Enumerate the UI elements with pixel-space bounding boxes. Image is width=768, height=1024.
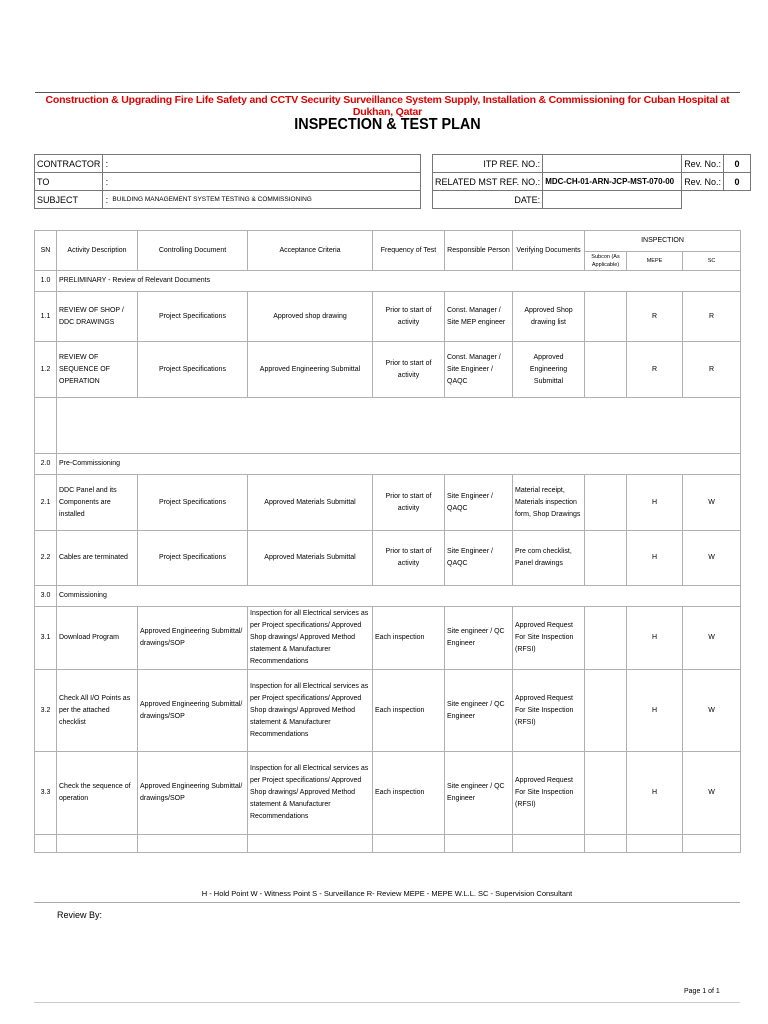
col-activity: Activity Description <box>57 231 138 271</box>
row-sn: 3.3 <box>35 752 57 835</box>
row-sn: 2.2 <box>35 531 57 586</box>
controlling-document: Approved Engineering Submittal/ drawings/SOP <box>138 670 248 752</box>
mepe-inspection: H <box>627 475 683 531</box>
blank-cell <box>724 191 751 209</box>
footer-rule <box>34 1002 740 1003</box>
blank-cell <box>585 835 627 853</box>
section-title: Commissioning <box>57 586 741 607</box>
activity-description: Cables are terminated <box>57 531 138 586</box>
to-label: TO <box>35 173 103 191</box>
row-sn: 2.1 <box>35 475 57 531</box>
frequency-of-test: Prior to start of activity <box>373 342 445 398</box>
page-number: Page 1 of 1 <box>684 988 720 995</box>
section-row <box>35 454 741 475</box>
subject-value: BUILDING MANAGEMENT SYSTEM TESTING & COMMISSIONING <box>110 191 421 209</box>
rev-label: Rev. No.: <box>682 173 724 191</box>
controlling-document: Approved Engineering Submittal/ drawings/SOP <box>138 607 248 670</box>
blank-cell <box>682 191 724 209</box>
col-controlling-document: Controlling Document <box>138 231 248 271</box>
col-sc: SC <box>683 252 741 271</box>
spacer-row <box>35 398 741 454</box>
activity-description: DDC Panel and its Components are installed <box>57 475 138 531</box>
col-subcon: Subcon (As Applicable) <box>585 252 627 271</box>
blank-cell <box>683 835 741 853</box>
acceptance-criteria: Approved shop drawing <box>248 292 373 342</box>
blank-cell <box>627 835 683 853</box>
verifying-documents: Material receipt, Materials inspection form, Shop Drawings <box>513 475 585 531</box>
col-sn: SN <box>35 231 57 271</box>
responsible-person: Const. Manager / Site MEP engineer <box>445 292 513 342</box>
colon: : <box>103 191 111 209</box>
responsible-person: Site Engineer / QAQC <box>445 475 513 531</box>
document-title: INSPECTION & TEST PLAN <box>294 116 481 133</box>
sc-inspection: W <box>683 670 741 752</box>
colon: : <box>103 173 111 191</box>
blank-cell <box>138 835 248 853</box>
sc-inspection: W <box>683 607 741 670</box>
itp-ref-label: ITP REF. NO.: <box>433 155 543 173</box>
table-row <box>35 342 741 398</box>
verifying-documents: Approved Shop drawing list <box>513 292 585 342</box>
contractor-label: CONTRACTOR <box>35 155 103 173</box>
blank-cell <box>513 835 585 853</box>
subcon-inspection <box>585 607 627 670</box>
mepe-inspection: H <box>627 531 683 586</box>
responsible-person: Site engineer / QC Engineer <box>445 752 513 835</box>
section-number: 1.0 <box>35 271 57 292</box>
acceptance-criteria: Approved Engineering Submittal <box>248 342 373 398</box>
mst-ref-label: RELATED MST REF. NO.: <box>433 173 543 191</box>
table-row <box>35 670 741 752</box>
acceptance-criteria: Approved Materials Submittal <box>248 531 373 586</box>
date-label: DATE: <box>433 191 543 209</box>
blank-cell <box>248 835 373 853</box>
mepe-inspection: H <box>627 607 683 670</box>
acceptance-criteria: Inspection for all Electrical services as per Project specifications/ Approved Shop drawings/ Approved Method statement & Manufacturer Recommendations <box>248 752 373 835</box>
activity-description: REVIEW OF SEQUENCE OF OPERATION <box>57 342 138 398</box>
section-row <box>35 271 741 292</box>
frequency-of-test: Prior to start of activity <box>373 292 445 342</box>
responsible-person: Const. Manager / Site Engineer / QAQC <box>445 342 513 398</box>
rev-label: Rev. No.: <box>682 155 724 173</box>
contract-info-table <box>34 154 421 209</box>
colon: : <box>103 155 111 173</box>
frequency-of-test: Each inspection <box>373 752 445 835</box>
blank-cell <box>445 835 513 853</box>
col-mepe: MEPE <box>627 252 683 271</box>
mepe-inspection: R <box>627 292 683 342</box>
acceptance-criteria: Approved Materials Submittal <box>248 475 373 531</box>
blank-cell <box>35 835 57 853</box>
date-value <box>543 191 682 209</box>
row-sn: 3.2 <box>35 670 57 752</box>
row-sn: 1.1 <box>35 292 57 342</box>
blank-row <box>35 835 741 853</box>
table-row <box>35 292 741 342</box>
responsible-person: Site engineer / QC Engineer <box>445 670 513 752</box>
to-value <box>110 173 421 191</box>
acceptance-criteria: Inspection for all Electrical services as per Project specifications/ Approved Shop drawings/ Approved Method statement & Manufacturer Recommendations <box>248 670 373 752</box>
sc-inspection: W <box>683 752 741 835</box>
verifying-documents: Approved Engineering Submittal <box>513 342 585 398</box>
blank-cell <box>35 398 57 454</box>
activity-description: REVIEW OF SHOP / DDC DRAWINGS <box>57 292 138 342</box>
mst-ref-value: MDC-CH-01-ARN-JCP-MST-070-00 <box>543 173 682 191</box>
subcon-inspection <box>585 475 627 531</box>
activity-description: Download Program <box>57 607 138 670</box>
inspection-test-plan-table <box>34 230 741 853</box>
reference-info-table <box>432 154 751 209</box>
section-number: 3.0 <box>35 586 57 607</box>
controlling-document: Approved Engineering Submittal/ drawings/SOP <box>138 752 248 835</box>
itp-ref-value <box>543 155 682 173</box>
header-rule <box>35 92 740 93</box>
subcon-inspection <box>585 752 627 835</box>
verifying-documents: Pre com checklist, Panel drawings <box>513 531 585 586</box>
row-sn: 3.1 <box>35 607 57 670</box>
controlling-document: Project Specifications <box>138 531 248 586</box>
controlling-document: Project Specifications <box>138 292 248 342</box>
responsible-person: Site Engineer / QAQC <box>445 531 513 586</box>
blank-cell <box>373 835 445 853</box>
table-row <box>35 531 741 586</box>
section-title: PRELIMINARY - Review of Relevant Documents <box>57 271 741 292</box>
legend: H - Hold Point W - Witness Point S - Surveillance R- Review MEPE - MEPE W.L.L. SC - Supervision Consultant <box>34 889 740 903</box>
blank-cell <box>57 835 138 853</box>
col-verifying-documents: Verifying Documents <box>513 231 585 271</box>
frequency-of-test: Each inspection <box>373 670 445 752</box>
controlling-document: Project Specifications <box>138 342 248 398</box>
frequency-of-test: Each inspection <box>373 607 445 670</box>
activity-description: Check All I/O Points as per the attached checklist <box>57 670 138 752</box>
blank-cell <box>57 398 741 454</box>
responsible-person: Site engineer / QC Engineer <box>445 607 513 670</box>
subcon-inspection <box>585 531 627 586</box>
subcon-inspection <box>585 292 627 342</box>
subcon-inspection <box>585 342 627 398</box>
sc-inspection: W <box>683 475 741 531</box>
col-responsible-person: Responsible Person <box>445 231 513 271</box>
table-row <box>35 752 741 835</box>
activity-description: Check the sequence of operation <box>57 752 138 835</box>
sc-inspection: R <box>683 292 741 342</box>
mepe-inspection: H <box>627 670 683 752</box>
section-title: Pre-Commissioning <box>57 454 741 475</box>
verifying-documents: Approved Request For Site Inspection (RFSI) <box>513 670 585 752</box>
rev-value: 0 <box>724 173 751 191</box>
subcon-inspection <box>585 670 627 752</box>
contractor-value <box>110 155 421 173</box>
rev-value: 0 <box>724 155 751 173</box>
acceptance-criteria: Inspection for all Electrical services as per Project specifications/ Approved Shop drawings/ Approved Method statement & Manufacturer Recommendations <box>248 607 373 670</box>
sc-inspection: W <box>683 531 741 586</box>
subject-label: SUBJECT <box>35 191 103 209</box>
project-title: Construction & Upgrading Fire Life Safety and CCTV Security Surveillance System Supply, Installation & Commissioning for Cuban Hospital at Dukhan, Qatar <box>45 94 730 118</box>
mepe-inspection: R <box>627 342 683 398</box>
table-row <box>35 607 741 670</box>
section-number: 2.0 <box>35 454 57 475</box>
frequency-of-test: Prior to start of activity <box>373 475 445 531</box>
sc-inspection: R <box>683 342 741 398</box>
mepe-inspection: H <box>627 752 683 835</box>
controlling-document: Project Specifications <box>138 475 248 531</box>
row-sn: 1.2 <box>35 342 57 398</box>
review-by-label: Review By: <box>57 910 103 920</box>
verifying-documents: Approved Request For Site Inspection (RFSI) <box>513 752 585 835</box>
col-acceptance-criteria: Acceptance Criteria <box>248 231 373 271</box>
col-frequency: Frequency of Test <box>373 231 445 271</box>
table-row <box>35 475 741 531</box>
col-inspection: INSPECTION <box>585 231 741 252</box>
verifying-documents: Approved Request For Site Inspection (RFSI) <box>513 607 585 670</box>
frequency-of-test: Prior to start of activity <box>373 531 445 586</box>
section-row <box>35 586 741 607</box>
